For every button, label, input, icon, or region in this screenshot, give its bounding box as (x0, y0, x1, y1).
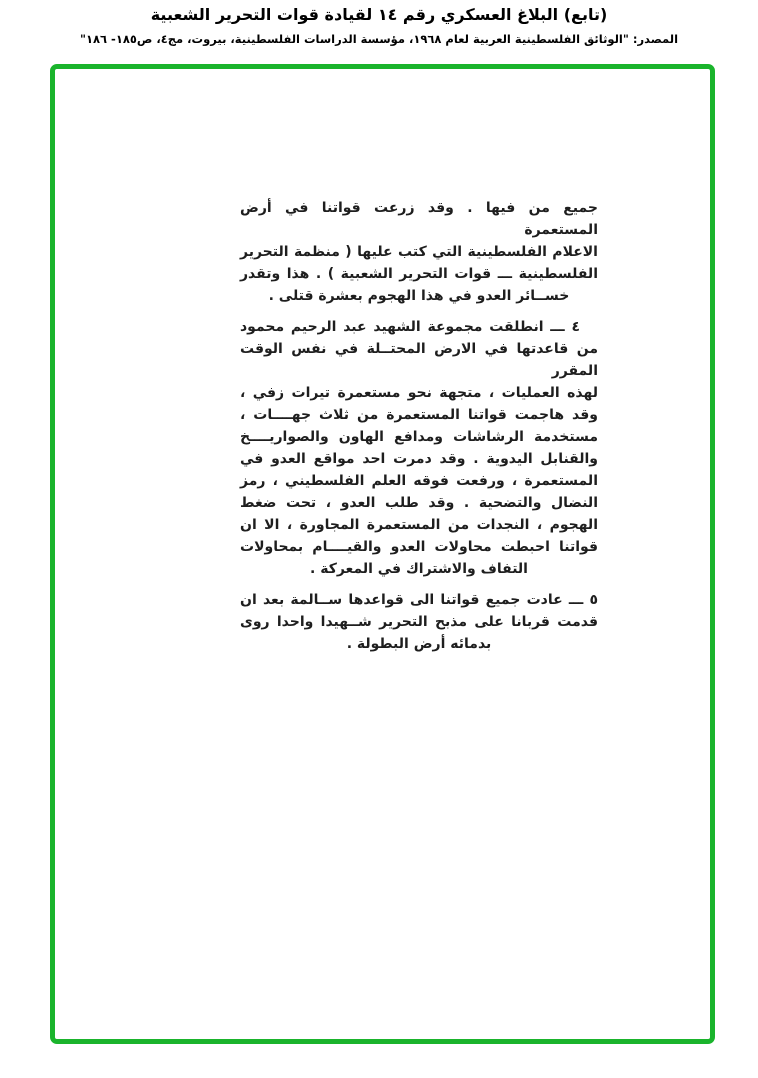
text-line: والقنابل اليدوية . وقد دمرت احد مواقع العدو في (240, 451, 598, 467)
text-line: النضال والتضحية . وقد طلب العدو ، تحت ضغط (240, 495, 598, 511)
text-line: لهذه العمليات ، متجهة نحو مستعمرة تيرات زفي ، (240, 385, 598, 401)
text-line: خســائر العدو في هذا الهجوم بعشرة قتلى . (268, 288, 570, 304)
text-line: جميع من فيها . وقد زرعت قواتنا في أرض المستعمرة (240, 200, 598, 238)
text-line: المستعمرة ، ورفعت فوقه العلم الفلسطيني ، رمز (240, 473, 598, 489)
paragraph (240, 589, 598, 655)
paragraph (240, 316, 598, 580)
header-title: (تابع) البلاغ العسكري رقم ١٤ لقيادة قوات التحرير الشعبية (150, 5, 608, 24)
document-text (240, 197, 598, 664)
paragraph (240, 197, 598, 307)
text-line: الاعلام الفلسطينية التي كتب عليها ( منظمة التحرير (240, 244, 598, 260)
text-line: ٤ ـــ انطلقت مجموعة الشهيد عبد الرحيم محمود (240, 319, 580, 335)
text-line: التفاف والاشتراك في المعركة . (310, 561, 528, 577)
text-line: قواتنا احبطت محاولات العدو والقيــــام بمحاولات (240, 539, 598, 555)
text-line: ٥ ـــ عادت جميع قواتنا الى قواعدها ســالمة بعد ان (240, 592, 598, 608)
text-line: الهجوم ، النجدات من المستعمرة المجاورة ، الا ان (240, 517, 598, 533)
text-line: من قاعدتها في الارض المحتــلة في نفس الوقت المقرر (240, 341, 598, 379)
document-header (0, 4, 758, 46)
text-line: مستخدمة الرشاشات ومدافع الهاون والصواريــــخ (240, 429, 598, 445)
header-source: المصدر: "الوثائق الفلسطينية العربية لعام ١٩٦٨، مؤسسة الدراسات الفلسطينية، بيروت، مج٤، ص١٨٥- ١٨٦" (79, 32, 679, 46)
text-line: وقد هاجمت قواتنا المستعمرة من ثلاث جهــــات ، (240, 407, 598, 423)
green-frame (50, 64, 715, 1044)
text-line: الفلسطينية ـــ قوات التحرير الشعبية ) . هذا وتقدر (240, 266, 598, 282)
text-line: قدمت قربانا على مذبح التحرير شــهيدا واحدا روى (240, 614, 598, 630)
text-line: بدمائه أرض البطولة . (346, 636, 492, 652)
